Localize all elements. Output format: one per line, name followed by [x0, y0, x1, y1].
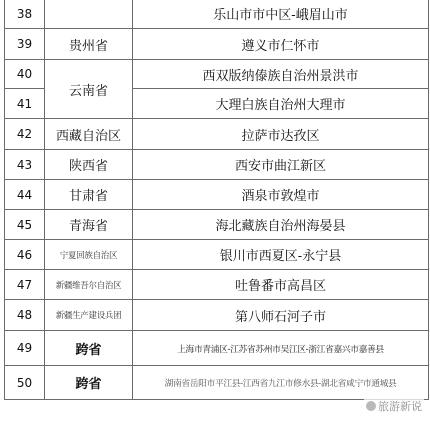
- wechat-icon: [366, 401, 376, 411]
- province-cell: 贵州省: [45, 29, 133, 60]
- row-number: 40: [5, 60, 45, 89]
- province-cell: 西藏自治区: [45, 119, 133, 150]
- table-row: [5, 240, 429, 270]
- area-cell: 乐山市市中区-峨眉山市: [133, 0, 429, 29]
- province-cell: 新疆维吾尔自治区: [45, 270, 133, 300]
- table-row: [5, 0, 429, 29]
- province-cell: 甘肃省: [45, 180, 133, 210]
- area-cell: 酒泉市敦煌市: [133, 180, 429, 210]
- area-cell: 大理白族自治州大理市: [133, 89, 429, 119]
- watermark: [364, 398, 424, 414]
- table-row: [5, 60, 429, 89]
- table-row: [5, 119, 429, 150]
- table-row: [5, 331, 429, 366]
- row-number: 41: [5, 89, 45, 119]
- area-cell: 拉萨市达孜区: [133, 119, 429, 150]
- province-cell: 陕西省: [45, 150, 133, 180]
- area-cell: 上海市青浦区-江苏省苏州市吴江区-浙江省嘉兴市嘉善县: [133, 331, 429, 366]
- province-cell: 跨省: [45, 366, 133, 400]
- table-row: [5, 29, 429, 60]
- table-row: [5, 180, 429, 210]
- province-cell: 云南省: [45, 60, 133, 119]
- area-cell: 海北藏族自治州海晏县: [133, 210, 429, 240]
- row-number: 43: [5, 150, 45, 180]
- province-cell: 新疆生产建设兵团: [45, 300, 133, 331]
- row-number: 49: [5, 331, 45, 366]
- province-cell: 宁夏回族自治区: [45, 240, 133, 270]
- row-number: 47: [5, 270, 45, 300]
- table-row: [5, 300, 429, 331]
- row-number: 46: [5, 240, 45, 270]
- row-number: 48: [5, 300, 45, 331]
- province-cell: 跨省: [45, 331, 133, 366]
- watermark-text: 旅游新说: [378, 400, 422, 413]
- row-number: 45: [5, 210, 45, 240]
- table-row: [5, 150, 429, 180]
- province-cell: [45, 0, 133, 29]
- row-number: 42: [5, 119, 45, 150]
- zone-list-table: [4, 0, 429, 400]
- table-row: [5, 366, 429, 400]
- area-cell: 湖南省岳阳市平江县-江西省九江市修水县-湖北省咸宁市通城县: [133, 366, 429, 400]
- area-cell: 第八师石河子市: [133, 300, 429, 331]
- area-cell: 银川市西夏区-永宁县: [133, 240, 429, 270]
- row-number: 44: [5, 180, 45, 210]
- area-cell: 西双版纳傣族自治州景洪市: [133, 60, 429, 89]
- area-cell: 吐鲁番市高昌区: [133, 270, 429, 300]
- row-number: 38: [5, 0, 45, 29]
- table-row: [5, 210, 429, 240]
- table-row: [5, 270, 429, 300]
- row-number: 50: [5, 366, 45, 400]
- province-cell: 青海省: [45, 210, 133, 240]
- row-number: 39: [5, 29, 45, 60]
- area-cell: 遵义市仁怀市: [133, 29, 429, 60]
- area-cell: 西安市曲江新区: [133, 150, 429, 180]
